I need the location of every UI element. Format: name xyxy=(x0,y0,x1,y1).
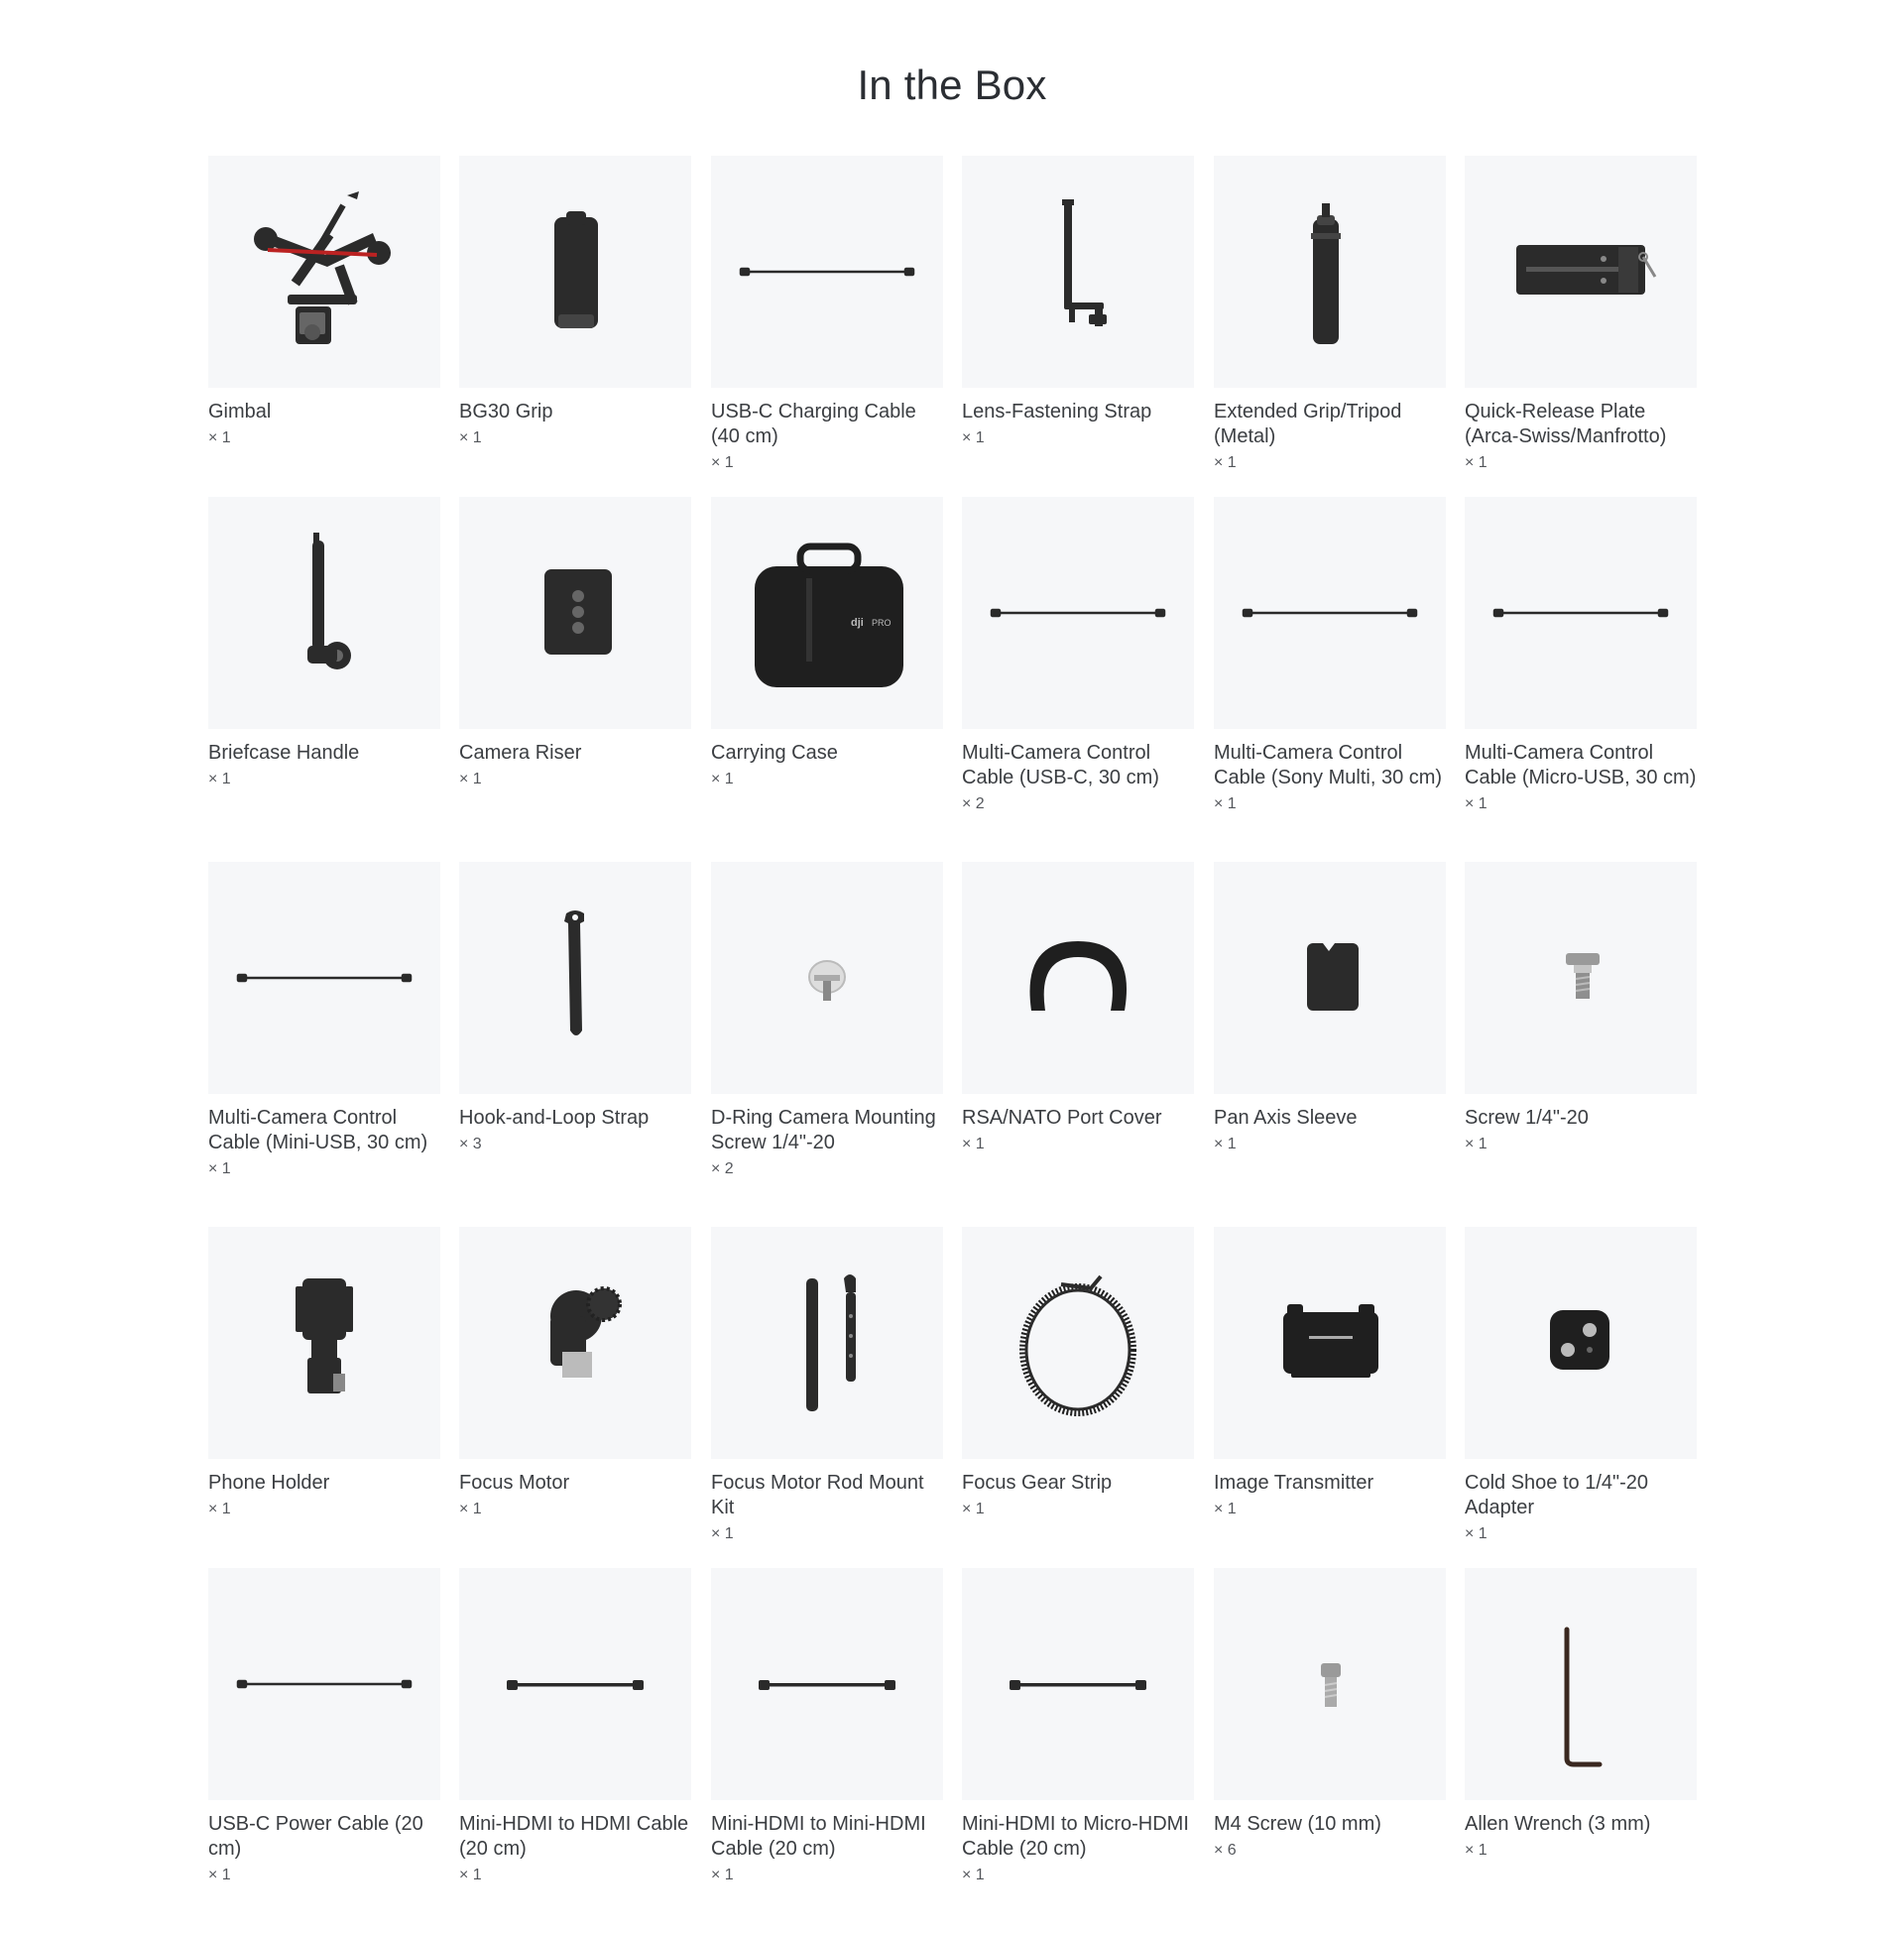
focus-motor-icon xyxy=(459,1227,691,1459)
item-name: Multi-Camera Control Cable (Micro-USB, 30 cm) xyxy=(1465,742,1697,788)
item-image xyxy=(962,862,1194,1094)
svg-text:dji: dji xyxy=(851,617,864,629)
item-name: Focus Gear Strip xyxy=(962,1472,1113,1494)
box-item-card xyxy=(208,1568,440,1885)
item-quantity: × 1 xyxy=(459,1867,482,1883)
port-cover-icon xyxy=(962,862,1194,1094)
box-item-card xyxy=(208,156,440,448)
box-item-card xyxy=(711,862,943,1179)
item-name: Extended Grip/Tripod (Metal) xyxy=(1214,401,1402,447)
hdmi-cable-icon xyxy=(962,1568,1194,1800)
box-item-card xyxy=(1214,156,1446,473)
item-quantity: × 1 xyxy=(711,1867,734,1883)
item-image xyxy=(962,1568,1194,1800)
item-image xyxy=(208,1227,440,1459)
box-item-card xyxy=(459,1227,691,1519)
item-quantity: × 1 xyxy=(208,1501,231,1517)
carrying-case-icon xyxy=(711,497,943,729)
item-name: Hook-and-Loop Strap xyxy=(459,1107,650,1129)
box-item-card xyxy=(962,497,1194,814)
item-quantity: × 1 xyxy=(962,1501,985,1517)
cable-icon xyxy=(208,1568,440,1800)
cable-icon xyxy=(962,497,1194,729)
item-name: Pan Axis Sleeve xyxy=(1214,1107,1358,1129)
sleeve-icon xyxy=(1214,862,1446,1094)
d-ring-screw-icon xyxy=(711,862,943,1094)
cable-icon xyxy=(1214,497,1446,729)
item-image xyxy=(711,1227,943,1459)
item-quantity: × 1 xyxy=(711,771,734,787)
item-quantity: × 1 xyxy=(1214,1501,1237,1517)
item-image xyxy=(1214,1227,1446,1459)
page-title: In the Box xyxy=(857,61,1047,108)
grip-icon xyxy=(459,156,691,388)
box-item-card xyxy=(208,1227,440,1519)
item-quantity: × 1 xyxy=(1465,1136,1488,1152)
item-name: Screw 1/4"-20 xyxy=(1465,1107,1589,1129)
box-item-card xyxy=(1465,497,1697,814)
box-item-card xyxy=(962,1227,1194,1519)
box-item-card xyxy=(1214,1227,1446,1519)
item-name: Allen Wrench (3 mm) xyxy=(1465,1813,1651,1835)
item-name: Image Transmitter xyxy=(1214,1472,1374,1494)
item-image xyxy=(711,862,943,1094)
item-image xyxy=(962,156,1194,388)
item-quantity: × 6 xyxy=(1214,1842,1237,1859)
item-name: Carrying Case xyxy=(711,742,838,764)
item-image xyxy=(711,497,943,729)
item-name: Cold Shoe to 1/4"-20 Adapter xyxy=(1465,1472,1648,1518)
item-quantity: × 1 xyxy=(711,454,734,471)
item-name: Multi-Camera Control Cable (Sony Multi, 30 cm) xyxy=(1214,742,1443,788)
item-name: Mini-HDMI to Mini-HDMI Cable (20 cm) xyxy=(711,1813,926,1860)
box-item-card xyxy=(1465,1227,1697,1544)
m4-screw-icon xyxy=(1214,1568,1446,1800)
item-quantity: × 1 xyxy=(208,1160,231,1177)
item-quantity: × 3 xyxy=(459,1136,482,1152)
cable-icon xyxy=(1465,497,1697,729)
box-item-card xyxy=(711,497,943,789)
item-quantity: × 1 xyxy=(711,1525,734,1542)
box-item-card xyxy=(459,156,691,448)
item-name: D-Ring Camera Mounting Screw 1/4"-20 xyxy=(711,1107,936,1153)
box-item-card xyxy=(459,862,691,1154)
item-quantity: × 1 xyxy=(962,1136,985,1152)
item-name: Lens-Fastening Strap xyxy=(962,401,1152,423)
item-quantity: × 1 xyxy=(962,1867,985,1883)
item-name: Briefcase Handle xyxy=(208,742,360,764)
item-name: Camera Riser xyxy=(459,742,582,764)
item-name: Quick-Release Plate (Arca-Swiss/Manfrotto) xyxy=(1465,401,1667,447)
item-name: Mini-HDMI to HDMI Cable (20 cm) xyxy=(459,1813,689,1860)
item-image xyxy=(711,156,943,388)
item-image xyxy=(1214,1568,1446,1800)
box-item-card xyxy=(1465,862,1697,1154)
item-image xyxy=(711,1568,943,1800)
item-image xyxy=(1214,156,1446,388)
box-item-card xyxy=(459,497,691,789)
screw-icon xyxy=(1465,862,1697,1094)
item-image xyxy=(208,156,440,388)
phone-holder-icon xyxy=(208,1227,440,1459)
item-image xyxy=(208,862,440,1094)
item-quantity: × 1 xyxy=(459,1501,482,1517)
box-item-card xyxy=(962,156,1194,448)
hdmi-cable-icon xyxy=(711,1568,943,1800)
box-item-card xyxy=(711,1227,943,1544)
item-quantity: × 2 xyxy=(962,795,985,812)
box-item-card xyxy=(459,1568,691,1885)
box-item-card xyxy=(962,1568,1194,1885)
box-item-card xyxy=(711,156,943,473)
item-name: Gimbal xyxy=(208,401,272,423)
box-item-card xyxy=(208,862,440,1179)
item-image xyxy=(1465,156,1697,388)
box-item-card xyxy=(711,1568,943,1885)
box-item-card xyxy=(1214,1568,1446,1861)
item-image xyxy=(1214,497,1446,729)
item-name: BG30 Grip xyxy=(459,401,553,423)
item-image xyxy=(1465,862,1697,1094)
svg-text:PRO: PRO xyxy=(872,618,892,628)
rod-mount-icon xyxy=(711,1227,943,1459)
lens-strap-icon xyxy=(962,156,1194,388)
item-quantity: × 1 xyxy=(459,771,482,787)
item-image xyxy=(962,497,1194,729)
item-image xyxy=(1465,1227,1697,1459)
box-item-card xyxy=(1465,1568,1697,1861)
cold-shoe-icon xyxy=(1465,1227,1697,1459)
gimbal-icon xyxy=(208,156,440,388)
item-name: Mini-HDMI to Micro-HDMI Cable (20 cm) xyxy=(962,1813,1189,1860)
transmitter-icon xyxy=(1214,1227,1446,1459)
item-name: RSA/NATO Port Cover xyxy=(962,1107,1162,1129)
item-quantity: × 1 xyxy=(459,429,482,446)
item-quantity: × 1 xyxy=(1214,454,1237,471)
camera-riser-icon xyxy=(459,497,691,729)
item-image xyxy=(459,497,691,729)
briefcase-handle-icon xyxy=(208,497,440,729)
item-image xyxy=(459,862,691,1094)
item-name: Multi-Camera Control Cable (Mini-USB, 30 cm) xyxy=(208,1107,428,1153)
item-name: Focus Motor xyxy=(459,1472,570,1494)
box-item-card xyxy=(1465,156,1697,473)
item-image xyxy=(1214,862,1446,1094)
item-quantity: × 1 xyxy=(1465,1525,1488,1542)
item-quantity: × 1 xyxy=(1214,1136,1237,1152)
item-quantity: × 1 xyxy=(1465,795,1488,812)
item-image xyxy=(208,1568,440,1800)
box-item-card xyxy=(1214,497,1446,814)
item-image xyxy=(962,1227,1194,1459)
item-image xyxy=(208,497,440,729)
allen-wrench-icon xyxy=(1465,1568,1697,1800)
item-image xyxy=(459,1568,691,1800)
item-quantity: × 1 xyxy=(1465,454,1488,471)
item-quantity: × 2 xyxy=(711,1160,734,1177)
item-image xyxy=(1465,497,1697,729)
plate-icon xyxy=(1465,156,1697,388)
item-quantity: × 1 xyxy=(208,429,231,446)
item-quantity: × 1 xyxy=(208,1867,231,1883)
item-name: USB-C Charging Cable (40 cm) xyxy=(711,401,916,447)
cable-icon xyxy=(711,156,943,388)
item-name: Multi-Camera Control Cable (USB-C, 30 cm) xyxy=(962,742,1159,788)
item-name: M4 Screw (10 mm) xyxy=(1214,1813,1381,1835)
item-quantity: × 1 xyxy=(1465,1842,1488,1859)
item-quantity: × 1 xyxy=(1214,795,1237,812)
item-quantity: × 1 xyxy=(962,429,985,446)
item-quantity: × 1 xyxy=(208,771,231,787)
gear-strip-icon xyxy=(962,1227,1194,1459)
item-image xyxy=(459,156,691,388)
item-name: Phone Holder xyxy=(208,1472,330,1494)
item-image xyxy=(1465,1568,1697,1800)
box-item-card xyxy=(208,497,440,789)
hdmi-cable-icon xyxy=(459,1568,691,1800)
item-name: Focus Motor Rod Mount Kit xyxy=(711,1472,924,1518)
cable-icon xyxy=(208,862,440,1094)
tripod-icon xyxy=(1214,156,1446,388)
strap-icon xyxy=(459,862,691,1094)
item-image xyxy=(459,1227,691,1459)
box-item-card xyxy=(1214,862,1446,1154)
item-name: USB-C Power Cable (20 cm) xyxy=(208,1813,423,1860)
box-item-card xyxy=(962,862,1194,1154)
